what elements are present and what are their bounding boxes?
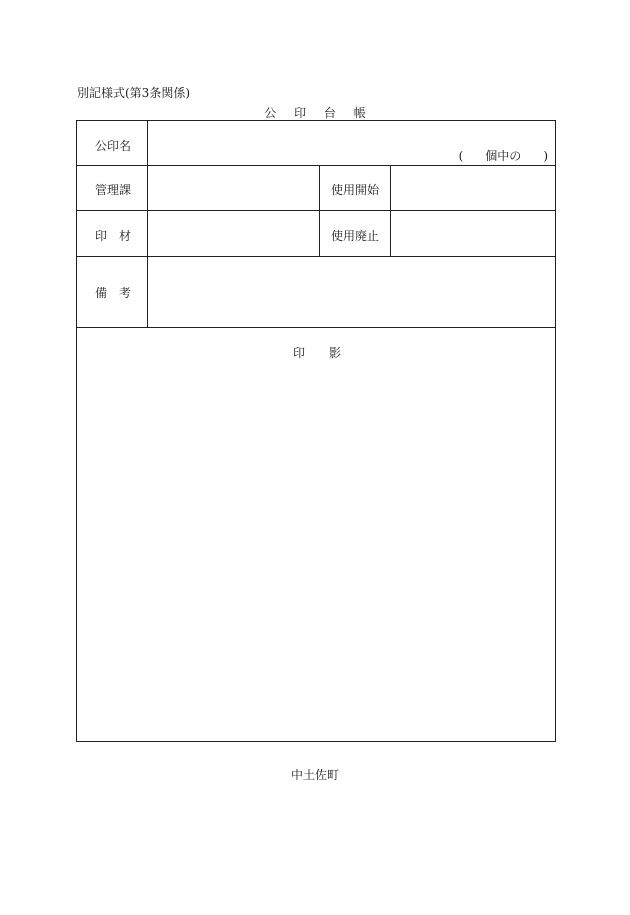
use-end-value[interactable] [391,211,555,256]
remarks-value[interactable] [148,257,555,327]
material-char: 印 [95,229,108,243]
remarks-char: 備 [95,286,108,300]
managing-dept-label: 管理課 [95,183,132,197]
title-char: 公 [264,106,277,120]
seal-ledger-table [76,120,556,742]
seal-name-label: 公印名 [95,139,132,153]
title-char: 台 [323,106,336,120]
use-end-label: 使用廃止 [331,229,380,243]
use-start-value[interactable] [391,166,555,210]
impression-area[interactable] [77,328,555,741]
count-close-paren: ) [543,149,548,163]
use-start-label: 使用開始 [331,183,380,197]
count-open-paren: ( [458,149,464,163]
seal-count-note [459,147,548,164]
remarks-label [95,284,131,301]
form-caption: 別記様式(第3条関係) [77,86,190,100]
material-char: 材 [119,229,132,243]
document-title [0,104,630,121]
managing-dept-value[interactable] [148,166,319,210]
title-char: 印 [294,106,307,120]
title-char: 帳 [353,106,366,120]
town-name: 中土佐町 [290,768,339,782]
count-text: 個中の [485,149,522,163]
middle-column-divider [319,165,320,256]
seal-material-label [95,227,131,244]
impression-char: 印 [293,346,306,360]
seal-material-value[interactable] [148,211,319,256]
remarks-char: 考 [119,286,132,300]
impression-char: 影 [329,346,342,360]
